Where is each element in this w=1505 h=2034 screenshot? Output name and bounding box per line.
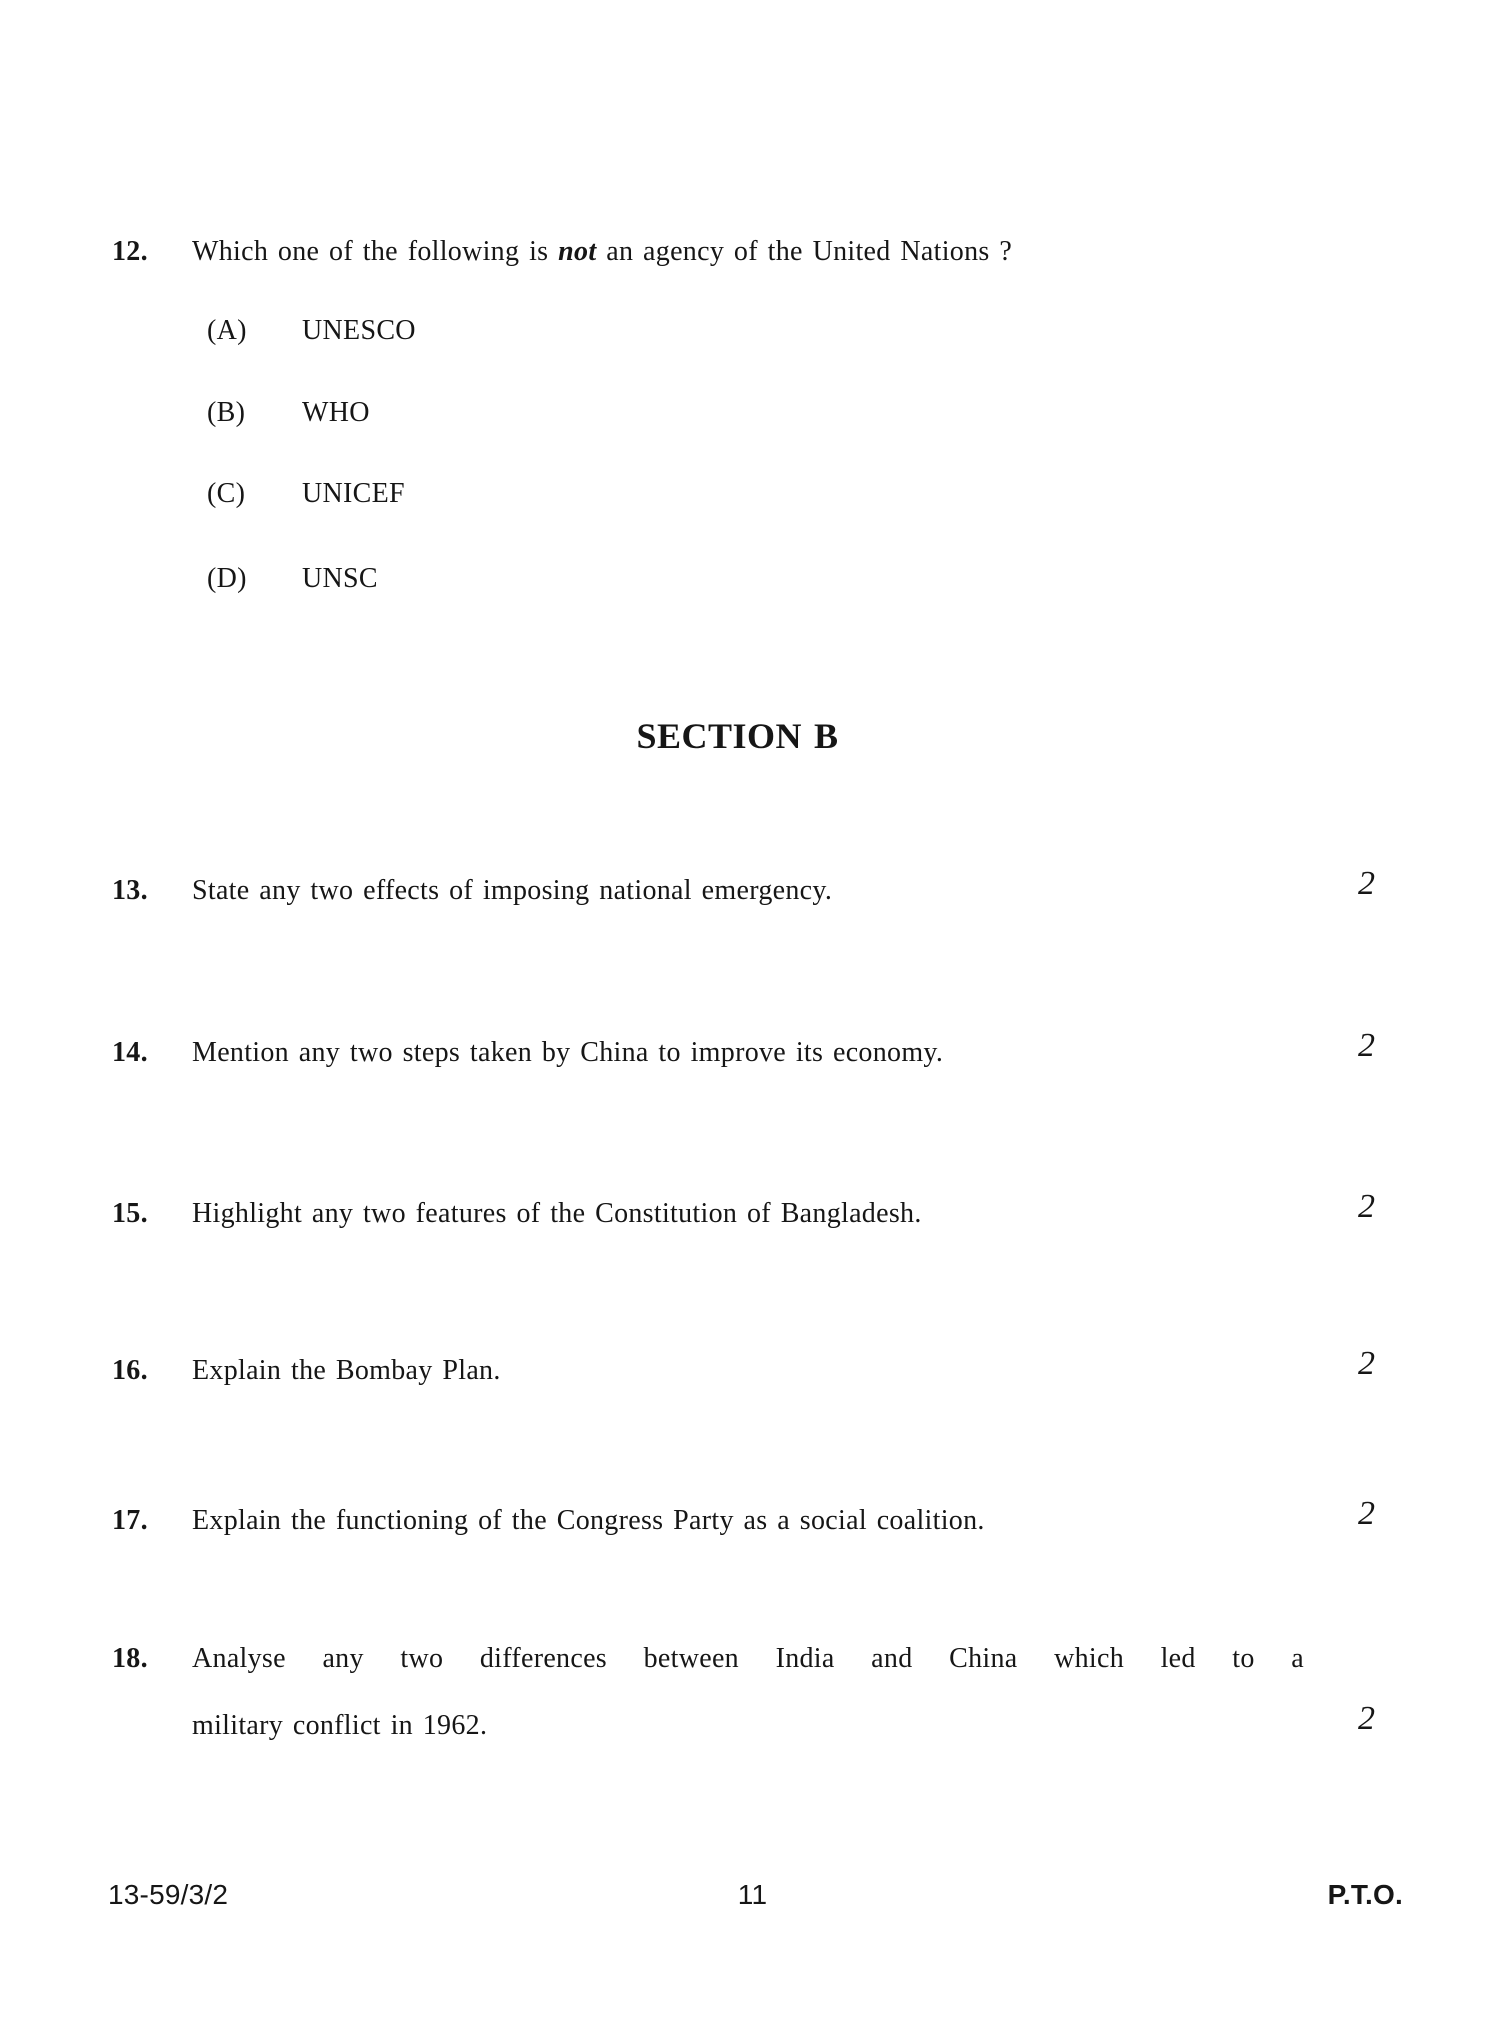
question-17-number: 17. bbox=[112, 1505, 148, 1536]
question-18-line-2 bbox=[0, 1700, 1505, 1749]
question-18-text-line-2: military conflict in 1962. bbox=[192, 1710, 488, 1741]
section-b-header: SECTION B bbox=[636, 716, 839, 756]
pto-label: P.T.O. bbox=[1327, 1879, 1403, 1910]
paper-code: 13-59/3/2 bbox=[108, 1879, 229, 1910]
question-18-text-line-1: Analyse any two differences between India and China which led to a bbox=[192, 1643, 1304, 1674]
option-b-text: WHO bbox=[302, 397, 370, 428]
question-18-number: 18. bbox=[112, 1643, 148, 1674]
option-c-text: UNICEF bbox=[302, 478, 405, 509]
question-14-text: Mention any two steps taken by China to improve its economy. bbox=[192, 1037, 944, 1068]
option-a-label: (A) bbox=[207, 315, 247, 346]
question-17-text: Explain the functioning of the Congress Party as a social coalition. bbox=[192, 1505, 985, 1536]
question-17-marks: 2 bbox=[1358, 1495, 1376, 1532]
question-12-option-a bbox=[0, 312, 1505, 354]
question-13-marks: 2 bbox=[1358, 865, 1376, 902]
question-12-option-b bbox=[0, 394, 1505, 436]
option-d-text: UNSC bbox=[302, 563, 378, 594]
question-18-line-1 bbox=[0, 1640, 1505, 1682]
question-15 bbox=[0, 1188, 1505, 1237]
question-16-text: Explain the Bombay Plan. bbox=[192, 1355, 501, 1386]
question-13-number: 13. bbox=[112, 875, 148, 906]
question-12-option-d bbox=[0, 560, 1505, 602]
question-17 bbox=[0, 1495, 1505, 1544]
question-14-marks: 2 bbox=[1358, 1027, 1376, 1064]
question-12-text-after: an agency of the United Nations ? bbox=[596, 236, 1013, 267]
question-12-emphasized-word: not bbox=[558, 236, 597, 267]
question-15-marks: 2 bbox=[1358, 1188, 1376, 1225]
option-b-label: (B) bbox=[207, 397, 246, 428]
question-16-number: 16. bbox=[112, 1355, 148, 1386]
question-15-number: 15. bbox=[112, 1198, 148, 1229]
option-a-text: UNESCO bbox=[302, 315, 416, 346]
page-number: 11 bbox=[737, 1879, 768, 1910]
question-13-text: State any two effects of imposing national emergency. bbox=[192, 875, 833, 906]
question-18-marks: 2 bbox=[1358, 1700, 1376, 1737]
question-16-marks: 2 bbox=[1358, 1345, 1376, 1382]
question-12 bbox=[0, 233, 1505, 275]
question-13 bbox=[0, 865, 1505, 914]
question-12-text-before: Which one of the following is bbox=[192, 236, 559, 267]
page-footer bbox=[0, 1877, 1505, 1917]
question-12-number: 12. bbox=[112, 236, 148, 267]
question-16 bbox=[0, 1345, 1505, 1394]
question-12-option-c bbox=[0, 475, 1505, 517]
option-c-label: (C) bbox=[207, 478, 246, 509]
option-d-label: (D) bbox=[207, 563, 247, 594]
question-14-number: 14. bbox=[112, 1037, 148, 1068]
question-12-text bbox=[192, 233, 1012, 271]
question-15-text: Highlight any two features of the Constitution of Bangladesh. bbox=[192, 1198, 922, 1229]
question-14 bbox=[0, 1027, 1505, 1076]
